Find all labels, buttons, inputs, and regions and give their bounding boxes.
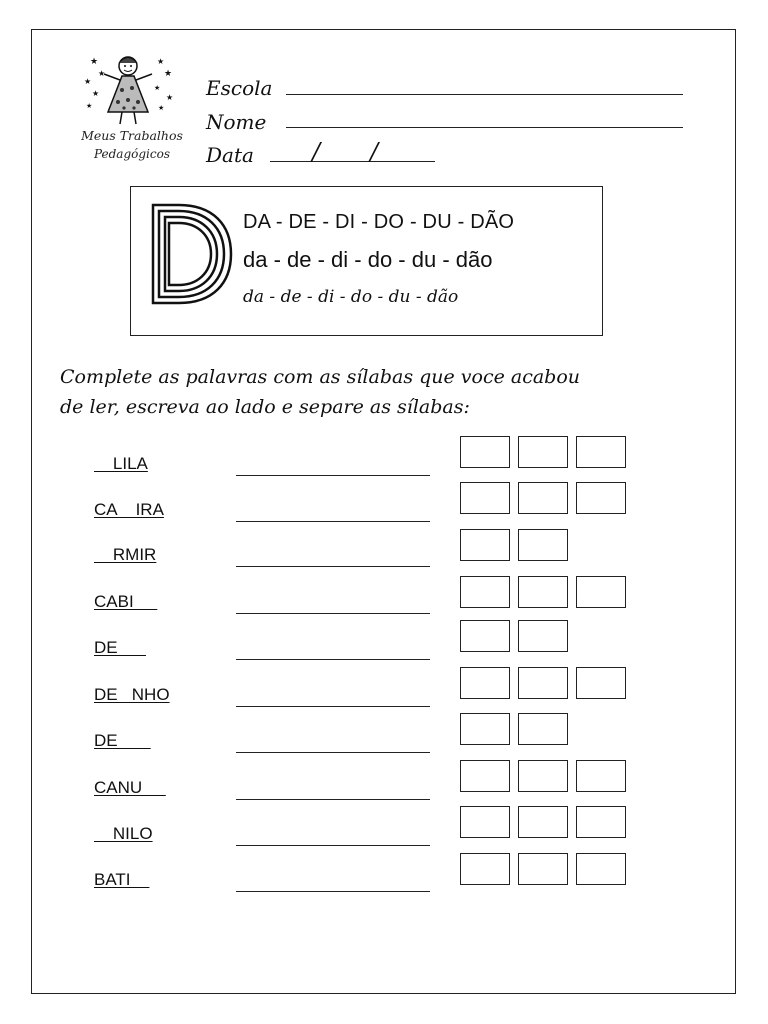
syllables-cursive: da - de - di - do - du - dão xyxy=(243,287,459,307)
syllable-box-cell[interactable] xyxy=(518,806,568,838)
syllable-box-cell[interactable] xyxy=(576,436,626,468)
letter-d-outline xyxy=(149,201,235,307)
syllables-lowercase: da - de - di - do - du - dão xyxy=(243,247,493,272)
svg-text:★: ★ xyxy=(86,103,93,110)
answer-line[interactable] xyxy=(236,475,430,476)
girl-with-stars-icon xyxy=(62,50,202,130)
syllable-box-cell[interactable] xyxy=(460,806,510,838)
syllable-box-cell[interactable] xyxy=(518,576,568,608)
syllable-box-cell[interactable] xyxy=(576,482,626,514)
syllable-box-cell[interactable] xyxy=(576,853,626,885)
exercise-word[interactable]: LILA xyxy=(94,454,148,473)
date-separator-2: / xyxy=(370,138,379,166)
syllable-box-cell[interactable] xyxy=(460,482,510,514)
syllable-box-cell[interactable] xyxy=(460,713,510,745)
syllable-box-cell[interactable] xyxy=(518,760,568,792)
exercise-word[interactable]: CANU xyxy=(94,778,166,797)
logo xyxy=(62,50,202,170)
syllable-box-cell[interactable] xyxy=(576,806,626,838)
exercise-word[interactable]: BATI xyxy=(94,870,150,889)
nome-field[interactable] xyxy=(286,127,683,128)
svg-text:★: ★ xyxy=(154,85,161,92)
answer-line[interactable] xyxy=(236,799,430,800)
exercise-word[interactable]: DE xyxy=(94,638,146,657)
exercise-word[interactable]: NILO xyxy=(94,824,153,843)
answer-line[interactable] xyxy=(236,613,430,614)
syllable-box-cell[interactable] xyxy=(518,853,568,885)
syllable-box-cell[interactable] xyxy=(460,436,510,468)
data-label: Data xyxy=(206,143,254,167)
syllable-box-cell[interactable] xyxy=(518,436,568,468)
syllable-box xyxy=(130,186,603,336)
exercise-word[interactable]: CA IRA xyxy=(94,500,164,519)
answer-line[interactable] xyxy=(236,659,430,660)
syllable-box-cell[interactable] xyxy=(576,760,626,792)
logo-title: Meus Trabalhos xyxy=(81,128,183,143)
exercise-word[interactable]: DE xyxy=(94,731,151,750)
syllable-box-cell[interactable] xyxy=(460,576,510,608)
syllable-box-cell[interactable] xyxy=(460,667,510,699)
answer-line[interactable] xyxy=(236,891,430,892)
svg-text:★: ★ xyxy=(166,93,174,102)
answer-line[interactable] xyxy=(236,566,430,567)
syllable-box-cell[interactable] xyxy=(576,667,626,699)
syllable-box-cell[interactable] xyxy=(518,482,568,514)
escola-label: Escola xyxy=(206,76,273,100)
syllable-box-cell[interactable] xyxy=(460,620,510,652)
exercise-word[interactable]: CABI xyxy=(94,592,158,611)
svg-text:★: ★ xyxy=(98,69,106,78)
syllable-box-cell[interactable] xyxy=(460,529,510,561)
answer-line[interactable] xyxy=(236,706,430,707)
date-separator-1: / xyxy=(312,138,321,166)
date-field[interactable] xyxy=(270,161,435,162)
syllable-box-cell[interactable] xyxy=(460,853,510,885)
instruction-line-1: Complete as palavras com as sílabas que voce acabou xyxy=(60,366,581,388)
syllables-uppercase: DA - DE - DI - DO - DU - DÃO xyxy=(243,211,515,233)
syllable-box-cell[interactable] xyxy=(518,713,568,745)
syllable-box-cell[interactable] xyxy=(518,529,568,561)
escola-field[interactable] xyxy=(286,94,683,95)
syllable-box-cell[interactable] xyxy=(518,667,568,699)
syllable-box-cell[interactable] xyxy=(518,620,568,652)
exercise-word[interactable]: DE NHO xyxy=(94,685,170,704)
svg-text:★: ★ xyxy=(164,68,173,78)
instruction-line-2: de ler, escreva ao lado e separe as sílabas: xyxy=(60,396,470,418)
answer-line[interactable] xyxy=(236,521,430,522)
svg-text:★: ★ xyxy=(158,105,165,112)
exercise-word[interactable]: RMIR xyxy=(94,545,157,564)
svg-text:★: ★ xyxy=(90,56,99,66)
answer-line[interactable] xyxy=(236,752,430,753)
svg-text:★: ★ xyxy=(92,89,100,98)
nome-label: Nome xyxy=(206,110,267,134)
answer-line[interactable] xyxy=(236,845,430,846)
logo-subtitle: Pedagógicos xyxy=(93,147,170,161)
syllable-box-cell[interactable] xyxy=(576,576,626,608)
svg-text:★: ★ xyxy=(84,77,92,86)
syllable-box-cell[interactable] xyxy=(460,760,510,792)
svg-text:★: ★ xyxy=(157,57,165,66)
